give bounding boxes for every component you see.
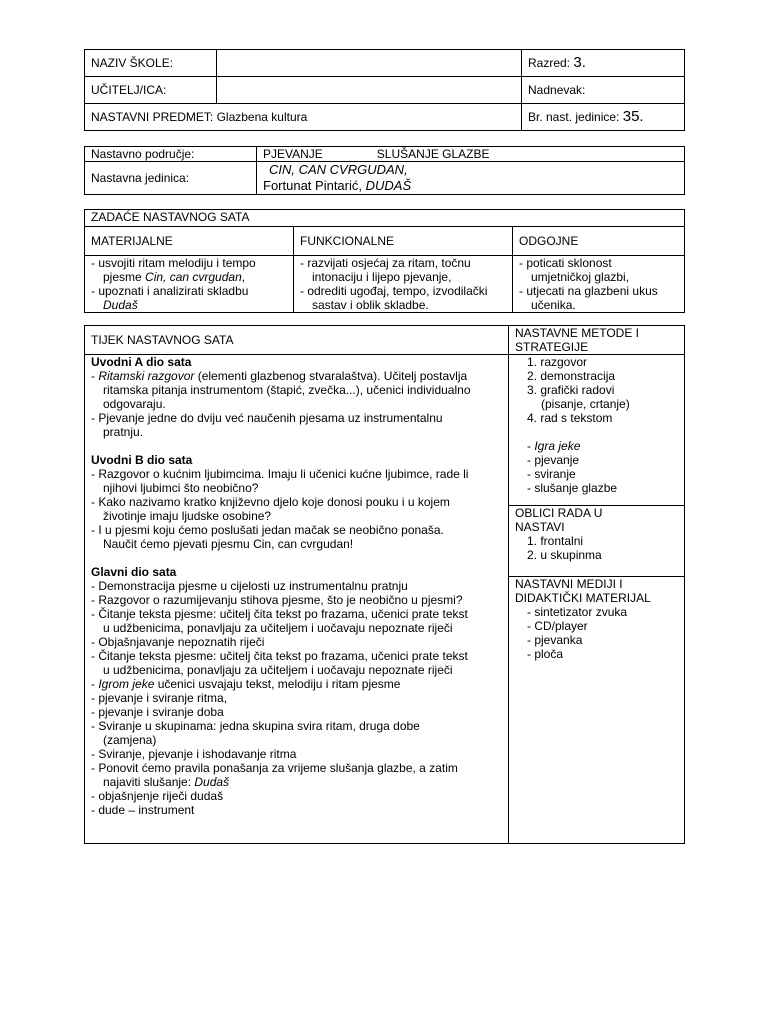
unit-work: DUDAŠ [365,178,412,193]
unit-number-value: 35. [622,108,644,125]
text-line: pjesme [103,270,146,284]
text-line: u udžbenicima, ponavljaju za učiteljem i uočavaju nepoznate riječi [103,621,453,635]
text-line: učenika. [531,298,576,312]
section-title: Glavni dio sata [91,565,177,579]
text-line: - Pjevanje jedne do dviju već naučenih pjesama uz instrumentalnu [91,411,443,425]
section-title: Uvodni B dio sata [91,453,193,467]
text-line: - Čitanje teksta pjesme: učitelj čita tekst po frazama, učenici prate tekst [91,649,468,663]
text-line: umjetničkoj glazbi, [531,270,630,284]
text-line: - pjevanje i sviranje ritma, [91,691,228,705]
section-title: Uvodni A dio sata [91,355,192,369]
text-line: njihovi ljubimci što neobično? [103,481,259,495]
method-item: - sviranje [527,467,576,481]
flow-title: TIJEK NASTAVNOG SATA [85,326,509,355]
method-item: (pisanje, crtanje) [541,397,630,411]
text-line: - Ponovit ćemo pravila ponašanja za vrijeme slušanja glazbe, a zatim [91,761,458,775]
methods-title-line2: STRATEGIJE [515,340,589,354]
text-line [91,775,508,789]
text-line: - I u pjesmi koju ćemo poslušati jedan mačak se neobično ponaša. [91,523,444,537]
text-line: - Razgovor o razumijevanju stihova pjesme, što je neobično u pjesmi? [91,593,463,607]
tasks-col-educational: ODGOJNE [513,227,685,256]
area-table [84,146,685,195]
area-value [257,147,685,162]
media-materials [509,577,685,844]
text-line: - Sviranje, pjevanje i ishodavanje ritma [91,747,297,761]
text-line: odgovaraju. [103,397,166,411]
area-value-listening: SLUŠANJE GLAZBE [376,147,490,161]
tasks-material-text [85,256,294,313]
unit-title-line1: CIN, CAN CVRGUDAN, [269,162,408,177]
text-line: - Razgovor o kućnim ljubimcima. Imaju li učenici kućne ljubimce, rade li [91,467,469,481]
text-line: - upoznati i analizirati skladbu [91,284,249,298]
tasks-title: ZADAĆE NASTAVNOG SATA [85,210,685,227]
tasks-educational-text [513,256,685,313]
tasks-col-functional: FUNKCIONALNE [294,227,513,256]
media-item: - pjevanka [527,633,583,647]
text-line: životinje imaju ljudske osobine? [103,509,272,523]
text-line: - Objašnjavanje nepoznatih riječi [91,635,265,649]
term: Ritamski razgovor [98,369,195,383]
text-line: - poticati sklonost [519,256,612,270]
text-line: - Igrom jeke učenici usvajaju tekst, melodiju i ritam pjesme [91,677,401,691]
header-table [84,49,685,131]
text-line: - Demonstracija pjesme u cijelosti uz instrumentalnu pratnju [91,579,408,593]
unit-title [257,162,685,195]
media-item: - sintetizator zvuka [527,605,628,619]
work-forms [509,506,685,577]
unit-number-label: Br. nast. jedinice: [528,110,620,124]
lesson-flow-table [84,325,685,844]
song-title: Cin, can cvrgudan [145,270,242,284]
method-term: Igra jeke [534,439,581,453]
text-line: - objašnjenje riječi dudaš [91,789,224,803]
method-item: - pjevanje [527,453,580,467]
media-title-line1: NASTAVNI MEDIJI I [515,577,623,591]
media-item: - CD/player [527,619,588,633]
text-line: (elementi glazbenog stvaralaštva). Učitelj postavlja [194,369,468,383]
school-label: NAZIV ŠKOLE: [85,50,217,77]
forms-title-line2: NASTAVI [515,520,565,534]
text-line: učenici usvajaju tekst, melodiju i ritam pjesme [154,677,401,691]
area-label: Nastavno područje: [85,147,257,162]
grade-label: Razred: [528,56,571,70]
tasks-col-material: MATERIJALNE [85,227,294,256]
text-line: - dude – instrument [91,803,195,817]
subject-label: NASTAVNI PREDMET: Glazbena kultura [85,104,522,131]
text-line: (zamjena) [103,733,157,747]
school-value[interactable] [217,50,522,77]
text-line: , [241,270,246,284]
flow-content [85,355,509,844]
method-item: - slušanje glazbe [527,481,618,495]
tasks-table [84,209,685,313]
grade-value: 3. [573,54,586,71]
work-title: Dudaš [103,298,138,312]
text-line: sastav i oblik skladbe. [312,298,429,312]
area-value-singing: PJEVANJE [263,147,323,161]
method-item: - Igra jeke [527,439,581,453]
unit-author: Fortunat Pintarić, [263,178,366,193]
form-item: 2. u skupinma [527,548,602,562]
text-line: - usvojiti ritam melodiju i tempo [91,256,256,270]
text-line: - odrediti ugođaj, tempo, izvodilački [300,284,488,298]
text-line: - Ritamski razgovor (elementi glazbenog stvaralaštva). Učitelj postavlja [91,369,468,383]
unit-label: Nastavna jedinica: [85,162,257,195]
grade-cell[interactable] [522,50,685,77]
teacher-label: UČITELJ/ICA: [85,77,217,104]
text-line: - razvijati osjećaj za ritam, točnu [300,256,471,270]
form-item: 1. frontalni [527,534,584,548]
methods-list [509,355,685,506]
text-line: intonaciju i lijepo pjevanje, [312,270,452,284]
date-label[interactable]: Nadnevak: [522,77,685,104]
method-item: 3. grafički radovi [527,383,615,397]
text-line: - Kako nazivamo kratko književno djelo koje donosi pouku i u kojem [91,495,450,509]
text-line: - utjecati na glazbeni ukus [519,284,658,298]
text-line: ritamska pitanja instrumentom (štapić, zvečka...), učenici individualno [103,383,471,397]
method-item: 1. razgovor [527,355,588,369]
method-item: 2. demonstracija [527,369,616,383]
teacher-value[interactable] [217,77,522,104]
text-line: - Sviranje u skupinama: jedna skupina svira ritam, druga dobe [91,719,420,733]
work-title: Dudaš [194,775,230,789]
method-item: 4. rad s tekstom [527,411,613,425]
forms-title-line1: OBLICI RADA U [515,506,603,520]
text-line: Naučit ćemo pjevati pjesmu Cin, can cvrgudan! [103,537,354,551]
methods-title [509,326,685,355]
media-item: - ploča [527,647,564,661]
text-line: - Čitanje teksta pjesme: učitelj čita tekst po frazama, učenici prate tekst [91,607,468,621]
unit-number-cell[interactable] [522,104,685,131]
methods-title-line1: NASTAVNE METODE I [515,326,640,340]
text-line: najaviti slušanje: [103,775,195,789]
text-line: u udžbenicima, ponavljaju za učiteljem i uočavaju nepoznate riječi [103,663,453,677]
media-title-line2: DIDAKTIČKI MATERIJAL [515,591,651,605]
term: Igrom jeke [98,677,155,691]
text-line: - pjevanje i sviranje doba [91,705,224,719]
tasks-functional-text [294,256,513,313]
text-line: pratnju. [103,425,144,439]
